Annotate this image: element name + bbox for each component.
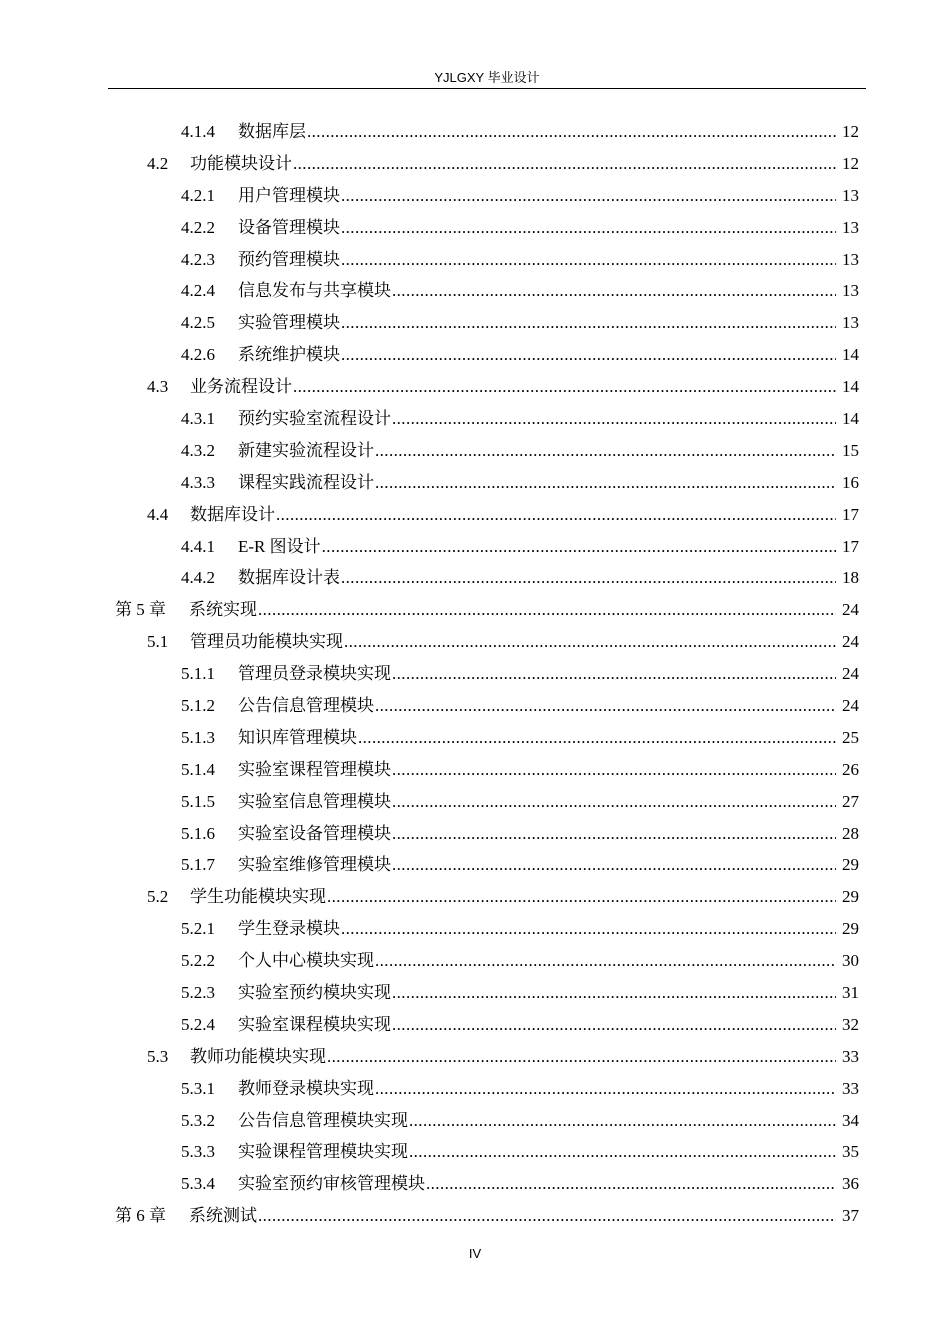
table-of-contents bbox=[0, 116, 950, 1232]
toc-entry-number: 第 6 章 bbox=[115, 1206, 166, 1226]
toc-entry-number: 4.4.1 bbox=[181, 536, 215, 556]
dot-leader bbox=[341, 919, 836, 939]
dot-leader bbox=[293, 154, 836, 174]
toc-entry[interactable] bbox=[0, 818, 950, 850]
toc-entry-title: 数据库设计表 bbox=[238, 568, 340, 588]
toc-entry-number: 4.2.3 bbox=[181, 249, 215, 269]
dot-leader bbox=[392, 824, 836, 844]
toc-entry[interactable] bbox=[0, 1200, 950, 1232]
dot-leader bbox=[276, 505, 836, 525]
toc-entry[interactable] bbox=[0, 371, 950, 403]
dot-leader bbox=[375, 441, 836, 461]
toc-entry-number: 5.3.4 bbox=[181, 1174, 215, 1194]
toc-entry-title: 预约实验室流程设计 bbox=[238, 408, 391, 428]
toc-entry-title: 学生登录模块 bbox=[238, 919, 340, 939]
toc-entry-page: 36 bbox=[842, 1174, 859, 1194]
toc-entry-page: 29 bbox=[842, 919, 859, 939]
page-number: IV bbox=[468, 1246, 482, 1261]
dot-leader bbox=[293, 377, 836, 397]
toc-entry-title: 功能模块设计 bbox=[190, 153, 292, 173]
toc-entry[interactable] bbox=[0, 339, 950, 371]
dot-leader bbox=[341, 345, 836, 365]
toc-entry-number: 4.2.5 bbox=[181, 313, 215, 333]
toc-entry-title: 预约管理模块 bbox=[238, 249, 340, 269]
toc-entry[interactable] bbox=[0, 626, 950, 658]
toc-entry-page: 29 bbox=[842, 887, 859, 907]
dot-leader bbox=[392, 1015, 836, 1035]
toc-entry-title: 教师登录模块实现 bbox=[238, 1078, 374, 1098]
toc-entry[interactable] bbox=[0, 499, 950, 531]
dot-leader bbox=[375, 473, 836, 493]
toc-entry-page: 33 bbox=[842, 1078, 859, 1098]
toc-entry-page: 31 bbox=[842, 982, 859, 1002]
toc-entry-number: 4.2 bbox=[147, 153, 169, 173]
dot-leader bbox=[258, 600, 836, 620]
toc-entry-page: 17 bbox=[842, 536, 859, 556]
dot-leader bbox=[409, 1142, 836, 1162]
toc-entry-number: 4.3.1 bbox=[181, 408, 215, 428]
toc-entry-page: 14 bbox=[842, 377, 859, 397]
dot-leader bbox=[307, 122, 836, 142]
toc-entry-number: 5.3.2 bbox=[181, 1110, 215, 1130]
toc-entry-title: 信息发布与共享模块 bbox=[238, 281, 391, 301]
header-rule bbox=[108, 88, 866, 89]
toc-entry-title: 公告信息管理模块实现 bbox=[238, 1110, 408, 1130]
toc-entry-title: 系统实现 bbox=[189, 600, 257, 620]
dot-leader bbox=[375, 1079, 836, 1099]
toc-entry-number: 5.2.1 bbox=[181, 919, 215, 939]
toc-entry-title: 实验室维修管理模块 bbox=[238, 855, 391, 875]
toc-entry[interactable] bbox=[0, 467, 950, 499]
toc-entry-number: 4.2.1 bbox=[181, 185, 215, 205]
toc-entry-title: 实验室信息管理模块 bbox=[238, 791, 391, 811]
toc-entry-title: 课程实践流程设计 bbox=[238, 472, 374, 492]
toc-entry-title: 学生功能模块实现 bbox=[190, 887, 326, 907]
toc-entry-page: 24 bbox=[842, 632, 859, 652]
toc-entry-page: 28 bbox=[842, 823, 859, 843]
toc-entry-title: 数据库设计 bbox=[190, 504, 275, 524]
dot-leader bbox=[258, 1206, 836, 1226]
toc-entry-title: 知识库管理模块 bbox=[238, 727, 357, 747]
dot-leader bbox=[392, 281, 836, 301]
toc-entry[interactable] bbox=[0, 594, 950, 626]
toc-entry[interactable] bbox=[0, 403, 950, 435]
toc-entry-title: E-R 图设计 bbox=[238, 536, 321, 556]
toc-entry-page: 13 bbox=[842, 185, 859, 205]
toc-entry-title: 业务流程设计 bbox=[190, 377, 292, 397]
toc-entry[interactable] bbox=[0, 1073, 950, 1105]
toc-entry[interactable] bbox=[0, 849, 950, 881]
toc-entry-number: 4.4 bbox=[147, 504, 169, 524]
toc-entry-title: 系统测试 bbox=[189, 1206, 257, 1226]
toc-entry-number: 4.3.3 bbox=[181, 472, 215, 492]
dot-leader bbox=[322, 537, 836, 557]
toc-entry-number: 5.1.4 bbox=[181, 759, 215, 779]
toc-entry-number: 第 5 章 bbox=[115, 600, 166, 620]
toc-entry-page: 14 bbox=[842, 345, 859, 365]
toc-entry[interactable] bbox=[0, 212, 950, 244]
toc-entry-title: 实验室课程模块实现 bbox=[238, 1014, 391, 1034]
toc-entry-page: 18 bbox=[842, 568, 859, 588]
toc-entry-title: 新建实验流程设计 bbox=[238, 440, 374, 460]
toc-entry-page: 25 bbox=[842, 727, 859, 747]
toc-entry-page: 24 bbox=[842, 600, 859, 620]
toc-entry-title: 公告信息管理模块 bbox=[238, 695, 374, 715]
toc-entry-number: 4.3 bbox=[147, 377, 169, 397]
toc-entry[interactable] bbox=[0, 435, 950, 467]
toc-entry[interactable] bbox=[0, 275, 950, 307]
dot-leader bbox=[392, 409, 836, 429]
toc-entry[interactable] bbox=[0, 977, 950, 1009]
toc-entry-page: 13 bbox=[842, 249, 859, 269]
page-header: YJLGXY 毕业设计 bbox=[434, 70, 540, 85]
toc-entry-number: 5.3.3 bbox=[181, 1142, 215, 1162]
toc-entry-number: 5.1.7 bbox=[181, 855, 215, 875]
toc-entry-title: 管理员功能模块实现 bbox=[190, 632, 343, 652]
toc-entry[interactable] bbox=[0, 244, 950, 276]
toc-entry-number: 5.1.6 bbox=[181, 823, 215, 843]
dot-leader bbox=[375, 951, 836, 971]
toc-entry-number: 5.2.3 bbox=[181, 982, 215, 1002]
toc-entry-page: 24 bbox=[842, 664, 859, 684]
toc-entry-page: 33 bbox=[842, 1046, 859, 1066]
toc-entry-page: 13 bbox=[842, 217, 859, 237]
dot-leader bbox=[409, 1111, 836, 1131]
toc-entry-title: 实验课程管理模块实现 bbox=[238, 1142, 408, 1162]
toc-entry-title: 个人中心模块实现 bbox=[238, 951, 374, 971]
toc-entry-page: 15 bbox=[842, 440, 859, 460]
toc-entry[interactable] bbox=[0, 148, 950, 180]
toc-entry[interactable] bbox=[0, 116, 950, 148]
toc-entry-number: 5.3.1 bbox=[181, 1078, 215, 1098]
toc-entry-number: 4.1.4 bbox=[181, 121, 215, 141]
dot-leader bbox=[375, 696, 836, 716]
toc-entry-number: 5.1.5 bbox=[181, 791, 215, 811]
toc-entry-title: 管理员登录模块实现 bbox=[238, 664, 391, 684]
toc-entry-title: 教师功能模块实现 bbox=[190, 1046, 326, 1066]
toc-entry-page: 13 bbox=[842, 281, 859, 301]
dot-leader bbox=[392, 760, 836, 780]
toc-entry-number: 4.3.2 bbox=[181, 440, 215, 460]
toc-entry-number: 4.4.2 bbox=[181, 568, 215, 588]
toc-entry[interactable] bbox=[0, 1168, 950, 1200]
dot-leader bbox=[341, 568, 836, 588]
toc-entry-page: 17 bbox=[842, 504, 859, 524]
dot-leader bbox=[392, 664, 836, 684]
toc-entry-title: 实验室预约审核管理模块 bbox=[238, 1174, 425, 1194]
toc-entry-page: 14 bbox=[842, 408, 859, 428]
toc-entry[interactable] bbox=[0, 754, 950, 786]
toc-entry-title: 实验室预约模块实现 bbox=[238, 982, 391, 1002]
toc-entry-number: 5.2.4 bbox=[181, 1014, 215, 1034]
toc-entry-page: 29 bbox=[842, 855, 859, 875]
toc-entry[interactable] bbox=[0, 690, 950, 722]
toc-entry-page: 32 bbox=[842, 1014, 859, 1034]
toc-entry-page: 26 bbox=[842, 759, 859, 779]
toc-entry-title: 实验室课程管理模块 bbox=[238, 759, 391, 779]
toc-entry-number: 5.2.2 bbox=[181, 951, 215, 971]
dot-leader bbox=[341, 186, 836, 206]
toc-entry-page: 30 bbox=[842, 951, 859, 971]
dot-leader bbox=[341, 250, 836, 270]
toc-entry-number: 5.3 bbox=[147, 1046, 169, 1066]
dot-leader bbox=[426, 1174, 836, 1194]
toc-entry[interactable] bbox=[0, 722, 950, 754]
toc-entry[interactable] bbox=[0, 786, 950, 818]
toc-entry-page: 35 bbox=[842, 1142, 859, 1162]
toc-entry-number: 5.1.1 bbox=[181, 664, 215, 684]
toc-entry[interactable] bbox=[0, 658, 950, 690]
toc-entry-number: 5.1.2 bbox=[181, 695, 215, 715]
toc-entry[interactable] bbox=[0, 180, 950, 212]
toc-entry[interactable] bbox=[0, 562, 950, 594]
toc-entry-page: 34 bbox=[842, 1110, 859, 1130]
toc-entry-page: 12 bbox=[842, 121, 859, 141]
toc-entry-page: 16 bbox=[842, 472, 859, 492]
toc-entry-title: 数据库层 bbox=[238, 121, 306, 141]
dot-leader bbox=[327, 1047, 836, 1067]
toc-entry-number: 5.2 bbox=[147, 887, 169, 907]
toc-entry[interactable] bbox=[0, 531, 950, 563]
toc-entry-page: 27 bbox=[842, 791, 859, 811]
toc-entry-title: 实验管理模块 bbox=[238, 313, 340, 333]
dot-leader bbox=[341, 218, 836, 238]
dot-leader bbox=[344, 632, 836, 652]
toc-entry-page: 24 bbox=[842, 695, 859, 715]
toc-entry[interactable] bbox=[0, 945, 950, 977]
toc-entry-page: 37 bbox=[842, 1206, 859, 1226]
toc-entry[interactable] bbox=[0, 1137, 950, 1169]
toc-entry-number: 4.2.6 bbox=[181, 345, 215, 365]
toc-entry-page: 12 bbox=[842, 153, 859, 173]
toc-entry-title: 用户管理模块 bbox=[238, 185, 340, 205]
toc-entry[interactable] bbox=[0, 1009, 950, 1041]
toc-entry[interactable] bbox=[0, 307, 950, 339]
toc-entry-page: 13 bbox=[842, 313, 859, 333]
toc-entry-number: 4.2.4 bbox=[181, 281, 215, 301]
dot-leader bbox=[327, 887, 836, 907]
toc-entry-number: 4.2.2 bbox=[181, 217, 215, 237]
dot-leader bbox=[392, 792, 836, 812]
dot-leader bbox=[392, 855, 836, 875]
toc-entry-title: 系统维护模块 bbox=[238, 345, 340, 365]
toc-entry[interactable] bbox=[0, 913, 950, 945]
toc-entry[interactable] bbox=[0, 1105, 950, 1137]
toc-entry[interactable] bbox=[0, 881, 950, 913]
dot-leader bbox=[392, 983, 836, 1003]
dot-leader bbox=[358, 728, 836, 748]
toc-entry-number: 5.1.3 bbox=[181, 727, 215, 747]
toc-entry-title: 实验室设备管理模块 bbox=[238, 823, 391, 843]
toc-entry[interactable] bbox=[0, 1041, 950, 1073]
dot-leader bbox=[341, 313, 836, 333]
toc-entry-number: 5.1 bbox=[147, 632, 169, 652]
toc-entry-title: 设备管理模块 bbox=[238, 217, 340, 237]
